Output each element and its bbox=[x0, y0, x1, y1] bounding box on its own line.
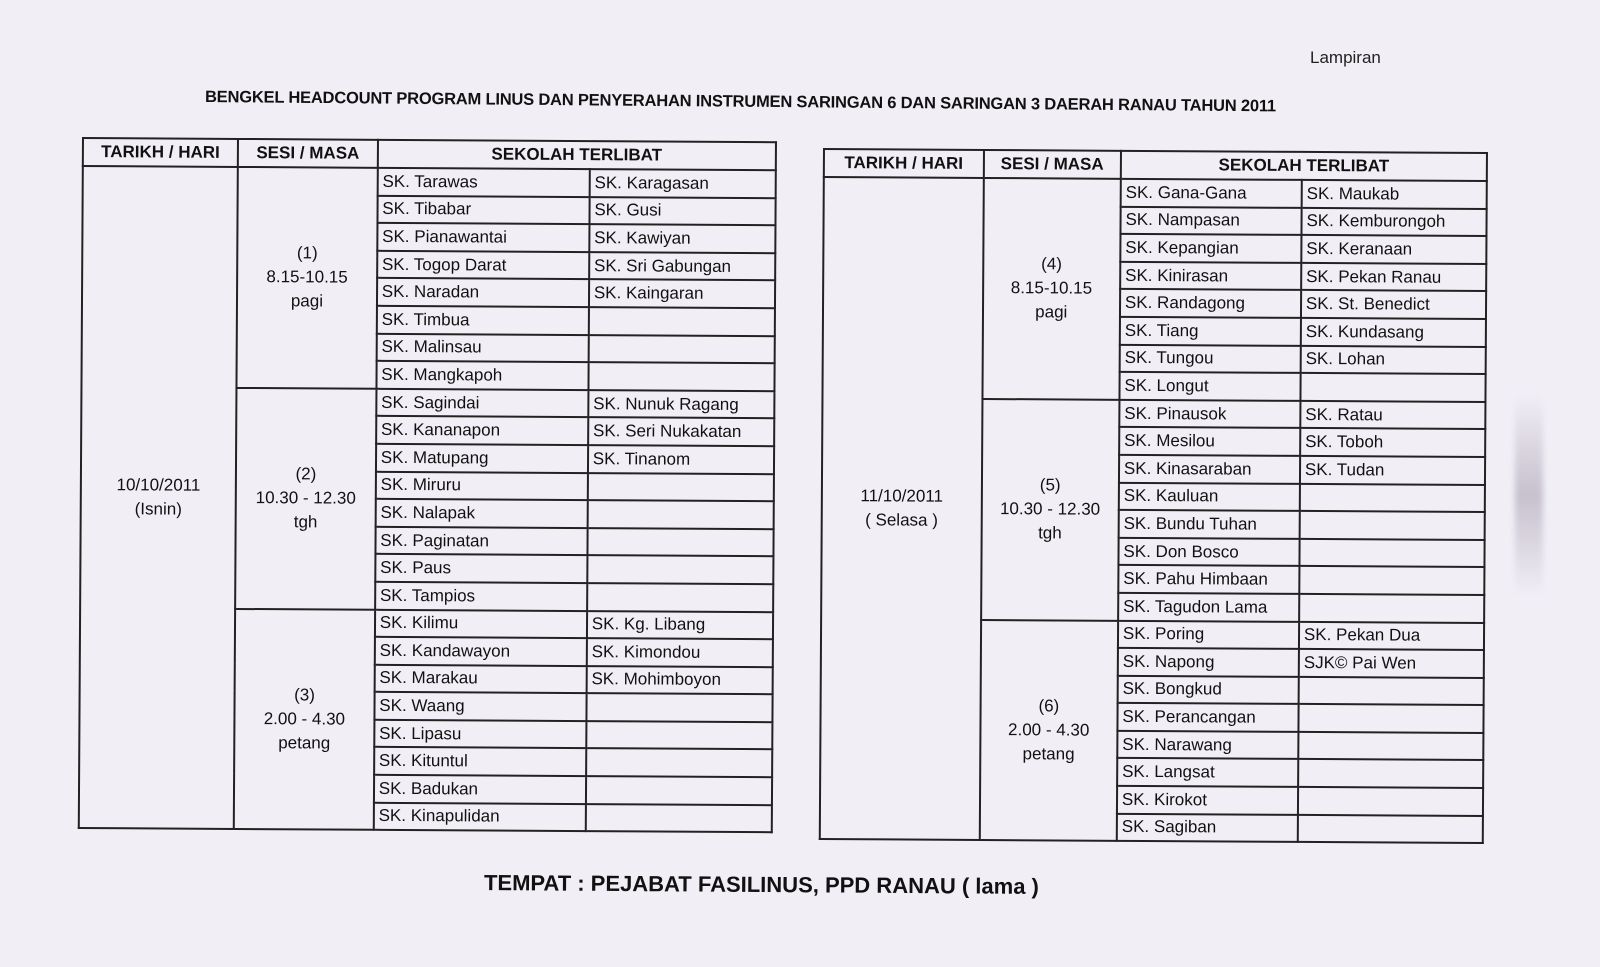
table-row bbox=[83, 166, 776, 198]
school-cell: SK. Keranaan bbox=[1301, 235, 1486, 264]
header-date: TARIKH / HARI bbox=[83, 138, 238, 167]
school-cell: SK. Malinsau bbox=[376, 333, 588, 362]
session-cell bbox=[982, 178, 1121, 400]
session-cell bbox=[237, 167, 378, 389]
school-cell: SK. Timbua bbox=[377, 306, 589, 335]
schedule-table-day-2 bbox=[819, 148, 1488, 844]
session-number: (2) bbox=[295, 464, 317, 484]
school-cell bbox=[586, 721, 772, 750]
school-cell: SK. Toboh bbox=[1300, 428, 1485, 457]
session-period: petang bbox=[278, 733, 331, 753]
header-schools: SEKOLAH TERLIBAT bbox=[1121, 151, 1487, 181]
session-period: tgh bbox=[1038, 523, 1062, 543]
school-cell bbox=[1298, 787, 1483, 816]
session-time: 2.00 - 4.30 bbox=[263, 708, 346, 729]
school-cell bbox=[589, 307, 775, 336]
school-cell: SK. Paginatan bbox=[375, 527, 587, 556]
session-cell bbox=[979, 619, 1118, 841]
school-cell: SK. Don Bosco bbox=[1118, 538, 1299, 567]
date-value: 10/10/2011 bbox=[116, 475, 201, 495]
school-cell: SK. Kinirasan bbox=[1120, 262, 1301, 291]
school-cell: SK. Matupang bbox=[376, 444, 588, 473]
school-cell: SK. Napong bbox=[1118, 648, 1299, 677]
session-period: tgh bbox=[293, 512, 318, 532]
school-cell: SK. Kituntul bbox=[374, 747, 586, 776]
schedule-table-day-1 bbox=[78, 137, 777, 833]
school-cell: SK. Kinasaraban bbox=[1119, 455, 1300, 484]
session-cell bbox=[235, 388, 376, 610]
session-cell bbox=[234, 608, 375, 830]
school-cell: SK. Randagong bbox=[1120, 289, 1301, 318]
header-date: TARIKH / HARI bbox=[824, 149, 984, 178]
venue-text: TEMPAT : PEJABAT FASILINUS, PPD RANAU ( lama ) bbox=[483, 870, 1040, 899]
school-cell: SK. Tampios bbox=[375, 582, 587, 611]
school-cell: SK. Bundu Tuhan bbox=[1119, 510, 1300, 539]
date-value: 11/10/2011 bbox=[860, 486, 944, 506]
school-cell bbox=[1298, 732, 1483, 761]
school-cell: SK. Narawang bbox=[1117, 731, 1298, 760]
date-cell bbox=[820, 177, 984, 840]
school-cell: SK. Ratau bbox=[1300, 401, 1485, 430]
school-cell: SK. Pianawantai bbox=[377, 223, 589, 252]
school-cell: SK. Pekan Ranau bbox=[1301, 263, 1486, 292]
date-cell bbox=[79, 166, 238, 829]
school-cell: SK. Kinapulidan bbox=[374, 802, 586, 831]
school-cell: SK. Seri Nukakatan bbox=[588, 417, 774, 446]
school-cell: SJK© Pai Wen bbox=[1299, 649, 1484, 678]
school-cell: SK. St. Benedict bbox=[1301, 290, 1486, 319]
session-number: (5) bbox=[1039, 475, 1061, 495]
school-cell: SK. Marakau bbox=[374, 664, 586, 693]
school-cell bbox=[587, 528, 773, 557]
school-cell bbox=[1299, 677, 1484, 706]
document-title: BENGKEL HEADCOUNT PROGRAM LINUS DAN PENYERAHAN INSTRUMEN SARINGAN 6 DAN SARINGAN 3 DAERAH RANAU TAHUN 2011 bbox=[204, 88, 1276, 116]
school-cell bbox=[1300, 373, 1485, 402]
school-cell: SK. Bongkud bbox=[1118, 675, 1299, 704]
school-cell: SK. Kirokot bbox=[1117, 786, 1298, 815]
school-cell: SK. Nunuk Ragang bbox=[588, 390, 774, 419]
school-cell bbox=[586, 776, 772, 805]
school-cell bbox=[586, 693, 772, 722]
header-schools: SEKOLAH TERLIBAT bbox=[378, 140, 776, 170]
table-row bbox=[824, 177, 1487, 209]
school-cell: SK. Kananapon bbox=[376, 416, 588, 445]
session-period: pagi bbox=[1035, 302, 1068, 322]
school-cell: SK. Pahu Himbaan bbox=[1118, 565, 1299, 594]
session-number: (6) bbox=[1038, 696, 1060, 716]
school-cell: SK. Kauluan bbox=[1119, 482, 1300, 511]
session-number: (4) bbox=[1041, 254, 1063, 274]
school-cell bbox=[1299, 594, 1484, 623]
school-cell: SK. Sagiban bbox=[1117, 813, 1298, 842]
school-cell: SK. Langsat bbox=[1117, 758, 1298, 787]
school-cell: SK. Longut bbox=[1119, 372, 1300, 401]
session-period: pagi bbox=[290, 291, 324, 311]
school-cell bbox=[1298, 704, 1483, 733]
session-time: 8.15-10.15 bbox=[1010, 278, 1093, 299]
school-cell: SK. Nampasan bbox=[1120, 206, 1301, 235]
school-cell bbox=[586, 749, 772, 778]
school-cell: SK. Kemburongoh bbox=[1301, 208, 1486, 237]
school-cell: SK. Kundasang bbox=[1301, 318, 1486, 347]
school-cell bbox=[1298, 759, 1483, 788]
school-cell: SK. Gana-Gana bbox=[1121, 179, 1302, 208]
school-cell: SK. Pinausok bbox=[1119, 400, 1300, 429]
school-cell: SK. Kandawayon bbox=[375, 637, 587, 666]
school-cell: SK. Mangkapoh bbox=[376, 361, 588, 390]
session-time: 2.00 - 4.30 bbox=[1008, 720, 1090, 740]
school-cell: SK. Perancangan bbox=[1117, 703, 1298, 732]
school-cell: SK. Poring bbox=[1118, 620, 1299, 649]
scan-artifact bbox=[1515, 395, 1543, 595]
school-cell: SK. Tinanom bbox=[588, 445, 774, 474]
school-cell: SK. Kaingaran bbox=[589, 279, 775, 308]
session-number: (3) bbox=[294, 685, 315, 705]
school-cell: SK. Karagasan bbox=[589, 169, 775, 198]
school-cell bbox=[1299, 566, 1484, 595]
school-cell: SK. Tudan bbox=[1300, 456, 1485, 485]
school-cell bbox=[1299, 539, 1484, 568]
session-cell bbox=[981, 399, 1120, 621]
school-cell: SK. Kilimu bbox=[375, 609, 587, 638]
school-cell bbox=[1300, 511, 1485, 540]
school-cell: SK. Mesilou bbox=[1119, 427, 1300, 456]
school-cell bbox=[587, 500, 773, 529]
session-number: (1) bbox=[296, 243, 318, 263]
header-session: SESI / MASA bbox=[238, 139, 378, 168]
school-cell: SK. Sri Gabungan bbox=[589, 252, 775, 281]
school-cell: SK. Kepangian bbox=[1120, 234, 1301, 263]
school-cell: SK. Tarawas bbox=[377, 168, 589, 197]
school-cell: SK. Maukab bbox=[1302, 180, 1487, 209]
session-time: 8.15-10.15 bbox=[266, 267, 348, 288]
school-cell: SK. Pekan Dua bbox=[1299, 621, 1484, 650]
school-cell: SK. Tibabar bbox=[377, 195, 589, 224]
session-time: 10.30 - 12.30 bbox=[255, 488, 356, 508]
lampiran-label: Lampiran bbox=[1310, 48, 1381, 67]
school-cell bbox=[1298, 815, 1483, 844]
school-cell: SK. Mohimboyon bbox=[586, 666, 772, 695]
session-time: 10.30 - 12.30 bbox=[999, 499, 1101, 519]
school-cell bbox=[588, 335, 774, 364]
school-cell: SK. Tiang bbox=[1120, 317, 1301, 346]
day-name: (Isnin) bbox=[134, 499, 182, 519]
school-cell: SK. Kawiyan bbox=[589, 224, 775, 253]
school-cell: SK. Lipasu bbox=[374, 720, 586, 749]
school-cell: SK. Nalapak bbox=[375, 499, 587, 528]
header-session: SESI / MASA bbox=[983, 150, 1120, 179]
school-cell: SK. Paus bbox=[375, 554, 587, 583]
school-cell: SK. Badukan bbox=[374, 775, 586, 804]
school-cell bbox=[1300, 483, 1485, 512]
school-cell bbox=[587, 583, 773, 612]
school-cell: SK. Tagudon Lama bbox=[1118, 593, 1299, 622]
school-cell: SK. Tungou bbox=[1120, 344, 1301, 373]
school-cell: SK. Sagindai bbox=[376, 389, 588, 418]
school-cell: SK. Togop Darat bbox=[377, 251, 589, 280]
school-cell: SK. Waang bbox=[374, 692, 586, 721]
day-name: ( Selasa ) bbox=[865, 510, 938, 530]
school-cell bbox=[587, 555, 773, 584]
school-cell: SK. Gusi bbox=[589, 197, 775, 226]
school-cell: SK. Miruru bbox=[376, 471, 588, 500]
school-cell bbox=[588, 362, 774, 391]
school-cell: SK. Kg. Libang bbox=[587, 611, 773, 640]
school-cell: SK. Naradan bbox=[377, 278, 589, 307]
school-cell: SK. Kimondou bbox=[587, 638, 773, 667]
school-cell: SK. Lohan bbox=[1301, 345, 1486, 374]
school-cell bbox=[588, 473, 774, 502]
session-period: petang bbox=[1022, 744, 1075, 764]
school-cell bbox=[586, 804, 772, 833]
